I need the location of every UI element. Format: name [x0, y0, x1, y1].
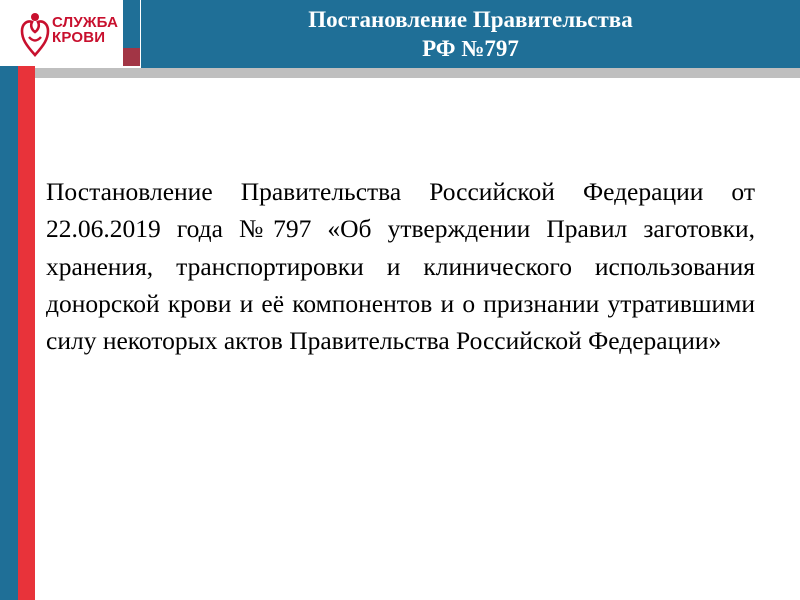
logo-text	[52, 15, 118, 45]
title-line-1: Постановление Правительства	[308, 7, 633, 32]
logo	[0, 0, 122, 66]
decor-square-blue	[123, 0, 140, 48]
decor-square-dark-red	[123, 48, 140, 66]
gray-divider-band	[0, 68, 800, 78]
title-line-2: РФ №797	[422, 36, 519, 61]
blood-drop-heart-icon	[20, 11, 50, 57]
left-blue-stripe	[0, 66, 18, 600]
logo-line-1: СЛУЖБА	[52, 14, 119, 31]
logo-line-2: КРОВИ	[52, 29, 106, 46]
body-paragraph: Постановление Правительства Российской Федерации от 22.06.2019 года №797 «Об утверждении Правил заготовки, хранения, транспортировки и клинического использования донорской крови и её компонентов и о признании утратившими силу некоторых актов Правительства Российской Федерации»	[46, 177, 755, 356]
left-red-stripe	[18, 66, 35, 600]
page-title	[141, 0, 800, 68]
